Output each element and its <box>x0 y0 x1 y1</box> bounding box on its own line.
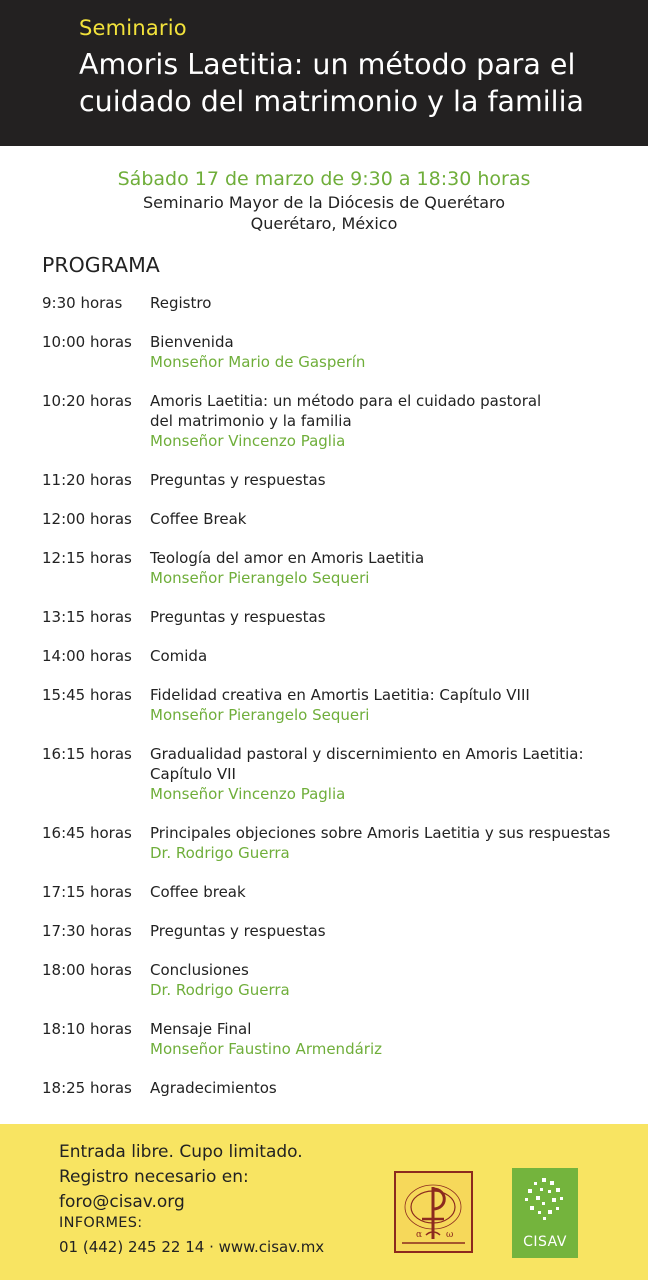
schedule-time: 10:00 horas <box>42 333 132 351</box>
session-speaker: Monseñor Faustino Armendáriz <box>150 1040 382 1058</box>
schedule-time: 12:00 horas <box>42 510 132 528</box>
session-title: Coffee Break <box>150 510 247 528</box>
schedule-time: 16:15 horas <box>42 745 132 763</box>
schedule-time: 18:10 horas <box>42 1020 132 1038</box>
event-city: Querétaro, México <box>250 214 398 233</box>
session-title: Registro <box>150 294 212 312</box>
cisav-logo <box>512 1168 578 1258</box>
schedule-description <box>150 607 632 627</box>
schedule-description <box>150 921 632 941</box>
schedule-description <box>150 391 632 451</box>
programa-heading: PROGRAMA <box>42 253 160 277</box>
header-banner <box>0 0 648 146</box>
event-date: Sábado 17 de marzo de 9:30 a 18:30 horas <box>117 168 531 190</box>
session-title: Conclusiones <box>150 961 249 979</box>
session-title: Comida <box>150 647 208 665</box>
schedule-description <box>150 293 632 313</box>
session-title: Agradecimientos <box>150 1079 277 1097</box>
schedule-time: 16:45 horas <box>42 824 132 842</box>
session-title: Mensaje Final <box>150 1020 252 1038</box>
schedule-time: 10:20 horas <box>42 392 132 410</box>
schedule-time: 9:30 horas <box>42 294 123 312</box>
session-title: Principales objeciones sobre Amoris Laetitia y sus respuestas <box>150 824 611 842</box>
session-speaker: Dr. Rodrigo Guerra <box>150 981 290 999</box>
schedule-time: 11:20 horas <box>42 471 132 489</box>
schedule-time: 13:15 horas <box>42 608 132 626</box>
schedule-description <box>150 548 632 588</box>
chi-rho-icon <box>396 1173 471 1251</box>
session-speaker: Monseñor Mario de Gasperín <box>150 353 366 371</box>
session-title: Amoris Laetitia: un método para el cuidado pastoral <box>150 392 542 410</box>
session-title: Gradualidad pastoral y discernimiento en Amoris Laetitia: <box>150 745 584 763</box>
dots-mark-icon <box>512 1168 578 1228</box>
event-info <box>0 166 648 234</box>
omega-glyph: ω <box>446 1230 454 1240</box>
session-speaker: Monseñor Vincenzo Paglia <box>150 785 346 803</box>
schedule-description <box>150 1019 632 1059</box>
schedule-description <box>150 509 632 529</box>
schedule-time: 18:25 horas <box>42 1079 132 1097</box>
schedule-description <box>150 646 632 666</box>
schedule-description <box>150 1078 632 1098</box>
schedule-description <box>150 823 632 863</box>
session-title: Fidelidad creativa en Amortis Laetitia: Capítulo VIII <box>150 686 530 704</box>
alpha-glyph: α <box>416 1230 423 1240</box>
informes-label: INFORMES: <box>59 1215 143 1231</box>
page-title: Amoris Laetitia: un método para el cuidado del matrimonio y la familia <box>79 48 584 118</box>
session-speaker: Monseñor Vincenzo Paglia <box>150 432 346 450</box>
schedule-time: 15:45 horas <box>42 686 132 704</box>
session-speaker: Monseñor Pierangelo Sequeri <box>150 569 370 587</box>
session-title: Teología del amor en Amoris Laetitia <box>150 549 425 567</box>
schedule-description <box>150 960 632 1000</box>
schedule-description <box>150 470 632 490</box>
session-title: Bienvenida <box>150 333 234 351</box>
session-title: Capítulo VII <box>150 765 236 783</box>
schedule-time: 14:00 horas <box>42 647 132 665</box>
session-speaker: Monseñor Pierangelo Sequeri <box>150 706 370 724</box>
footer <box>0 1124 648 1280</box>
registration-email-link[interactable]: foro@cisav.org <box>59 1192 185 1212</box>
session-title: Preguntas y respuestas <box>150 922 326 940</box>
session-speaker: Dr. Rodrigo Guerra <box>150 844 290 862</box>
session-title: Preguntas y respuestas <box>150 471 326 489</box>
schedule-time: 12:15 horas <box>42 549 132 567</box>
schedule-description <box>150 744 632 804</box>
entry-line: Registro necesario en: <box>59 1167 249 1187</box>
session-title: del matrimonio y la familia <box>150 412 352 430</box>
schedule-time: 17:15 horas <box>42 883 132 901</box>
cisav-logo-text: CISAV <box>523 1234 567 1250</box>
schedule-time: 18:00 horas <box>42 961 132 979</box>
session-title: Preguntas y respuestas <box>150 608 326 626</box>
schedule-description <box>150 882 632 902</box>
event-venue: Seminario Mayor de la Diócesis de Querétaro <box>142 193 506 212</box>
header-kicker: Seminario <box>79 16 187 40</box>
chi-rho-logo <box>394 1171 473 1253</box>
session-title: Coffee break <box>150 883 246 901</box>
schedule-time: 17:30 horas <box>42 922 132 940</box>
entry-line: Entrada libre. Cupo limitado. <box>59 1142 303 1162</box>
schedule-description <box>150 332 632 372</box>
contact-info: 01 (442) 245 22 14 · www.cisav.mx <box>59 1238 325 1256</box>
entry-info <box>59 1140 303 1215</box>
schedule-description <box>150 685 632 725</box>
